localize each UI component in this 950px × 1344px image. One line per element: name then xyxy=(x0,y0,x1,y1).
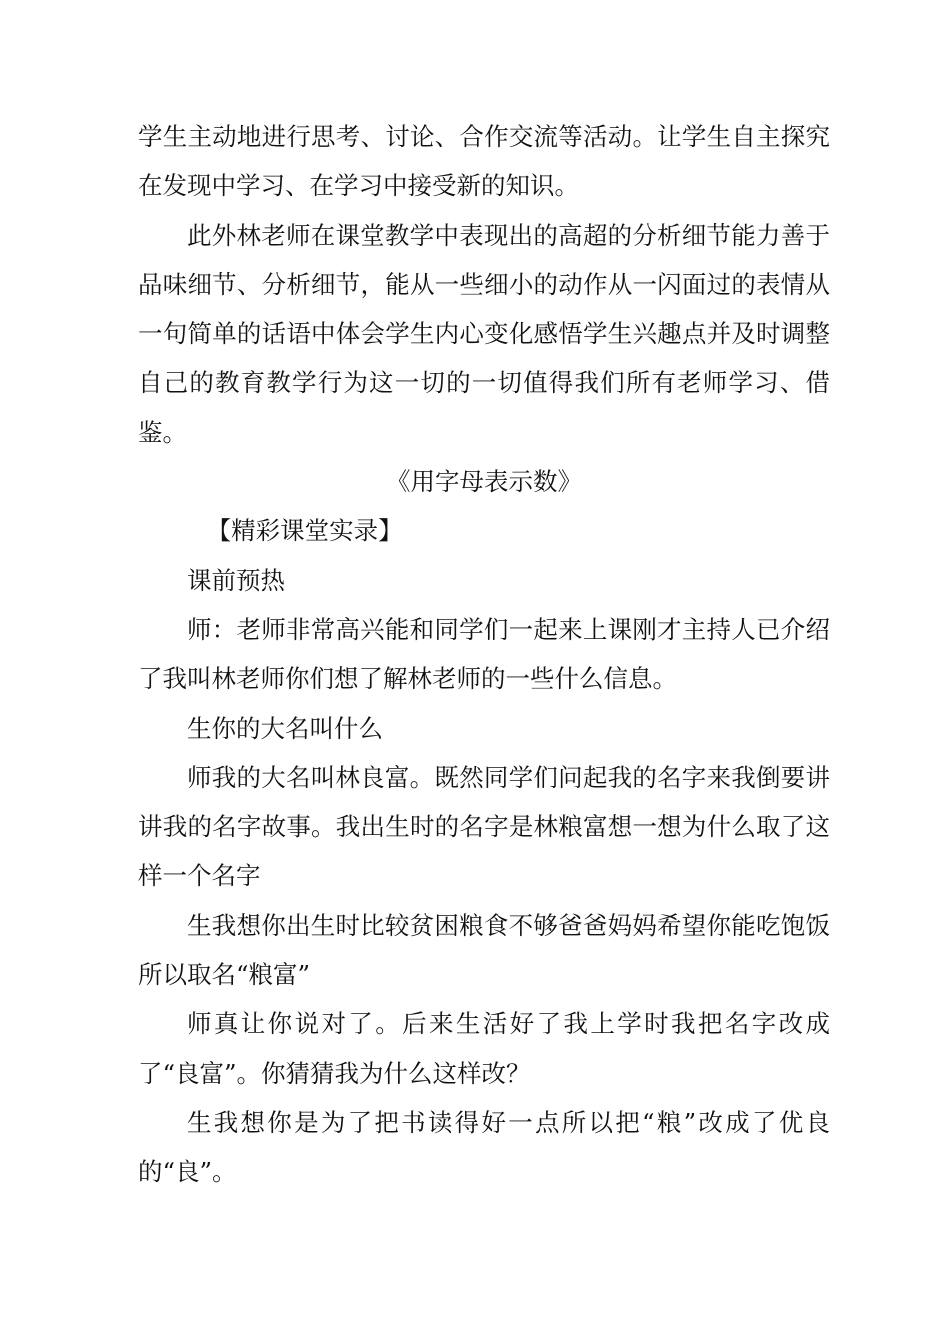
dialogue-paragraph: 生我想你是为了把书读得好一点所以把“粮”改成了优良的“良”。 xyxy=(138,1107,830,1187)
dialogue-paragraph: 师：老师非常高兴能和同学们一起来上课刚才主持人已介绍了我叫林老师你们想了解林老师的一些什么信息。 xyxy=(138,614,830,694)
dialogue-paragraph: 师我的大名叫林良富。既然同学们问起我的名字来我倒要讲讲我的名字故事。我出生时的名字是林粮富想一想为什么取了这样一个名字 xyxy=(138,762,830,891)
paragraph-warmup: 课前预热 xyxy=(187,565,285,595)
dialogue-paragraph: 生我想你出生时比较贫困粮食不够爸爸妈妈希望你能吃饱饭所以取名“粮富” xyxy=(138,910,830,990)
section-heading: 【精彩课堂实录】 xyxy=(206,516,403,546)
dialogue-paragraph: 生你的大名叫什么 xyxy=(187,713,383,743)
paragraph-continuation: 学生主动地进行思考、讨论、合作交流等活动。让学生自主探究在发现中学习、在学习中接受新的知识。 xyxy=(138,122,830,201)
lesson-title: 《用字母表示数》 xyxy=(386,467,582,497)
paragraph-commentary: 此外林老师在课堂教学中表现出的高超的分析细节能力善于品味细节、分析细节，能从一些细小的动作从一闪面过的表情从一句简单的话语中体会学生内心变化感悟学生兴趣点并及时调整自己的教育教学行为这一切的一切值得我们所有老师学习、借鉴。 xyxy=(138,220,830,447)
document-page xyxy=(138,112,830,1197)
dialogue-paragraph: 师真让你说对了。后来生活好了我上学时我把名字改成了“良富”。你猜猜我为什么这样改？ xyxy=(138,1009,830,1088)
